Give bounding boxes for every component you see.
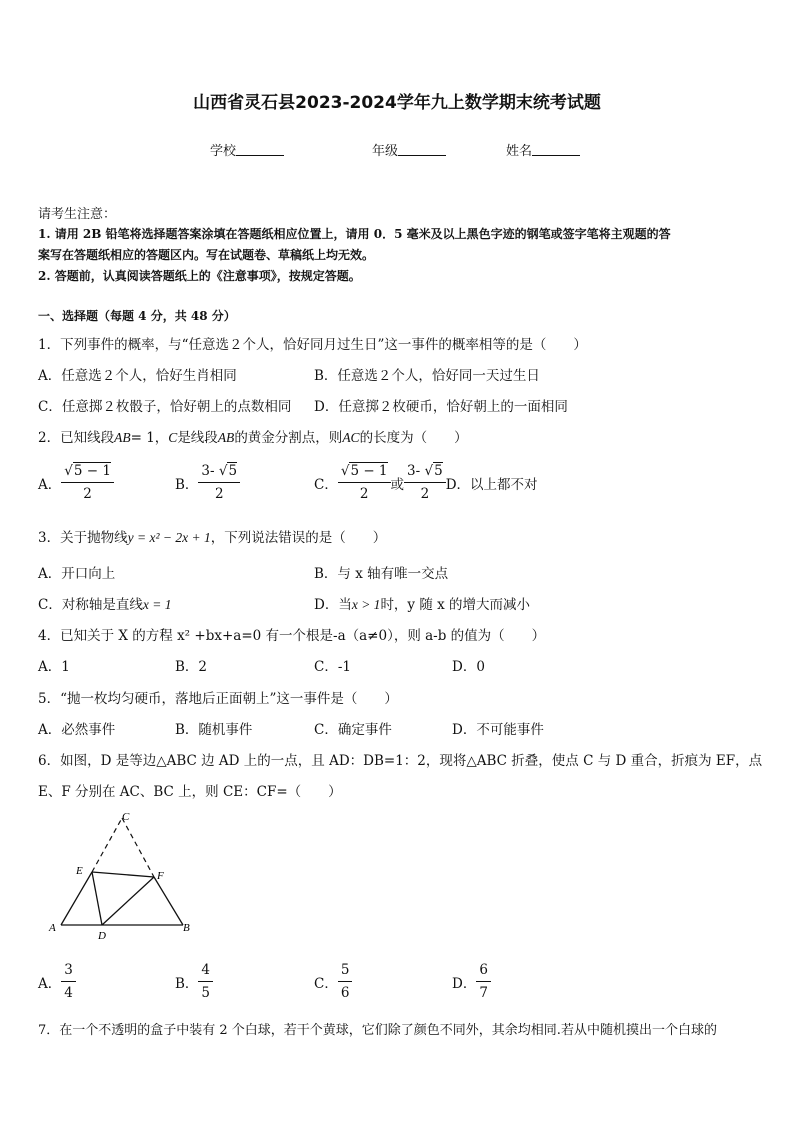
q3-d-pre: D．当 [314, 597, 352, 613]
q6-stem-line-1: 6．如图，D 是等边△ABC 边 AD 上的一点，且 AD：DB=1：2，现将△ABC 折叠，使点 C 与 D 重合，折痕为 EF，点 [38, 753, 763, 769]
name-blank[interactable] [532, 143, 580, 156]
q6-a-label: A． [38, 976, 62, 992]
q3-formula: y = x² − 2x + 1 [127, 530, 211, 545]
q2-stem-pre: 2．已知线段 [38, 430, 115, 446]
q1-option-b[interactable]: B．任意选２个人，恰好同一天过生日 [314, 368, 540, 384]
fig-label-b: B [183, 922, 190, 934]
q3-d-formula: x > 1 [351, 597, 381, 612]
q2-option-c[interactable] [314, 461, 538, 505]
fig-label-e: E [76, 865, 83, 877]
q1-option-d[interactable]: D．任意掷２枚硬币，恰好朝上的一面相同 [314, 399, 568, 415]
q6-stem-line-2: E、F 分别在 AC、BC 上，则 CE：CF=（ ） [38, 784, 342, 800]
fig-label-d: D [98, 930, 106, 942]
q6-d-fraction [476, 964, 491, 1000]
q6-d-num: 6 [476, 964, 491, 982]
fig-label-f: F [157, 870, 164, 882]
q3-c-pre: C．对称轴是直线 [38, 597, 143, 613]
q2-c2-den: 2 [420, 485, 430, 502]
q6-option-a[interactable] [38, 960, 76, 1004]
notice-line-1: 1. 请用 2B 铅笔将选择题答案涂填在答题纸相应位置上，请用 0．5 毫米及以上黑色字迹的钢笔或签字笔将主观题的答 [38, 227, 671, 241]
q2-c2-num-rad: 5 [434, 463, 443, 479]
q2-c-den: 2 [359, 485, 369, 502]
q6-triangle-figure [44, 808, 204, 943]
q2-c: C [168, 430, 178, 445]
q4-option-d[interactable]: D．0 [452, 659, 485, 675]
fig-segment-ef [92, 872, 154, 877]
q2-a-num: 5 − 1 [73, 463, 111, 479]
q1-stem: 1．下列事件的概率，与“任意选２个人，恰好同月过生日”这一事件的概率相等的是（ ） [38, 337, 587, 353]
q5-option-d[interactable]: D．不可能事件 [452, 722, 544, 738]
q5-option-b[interactable]: B．随机事件 [175, 722, 253, 738]
q2-c2-num-pre: 3- [407, 463, 421, 479]
q2-option-b[interactable] [175, 461, 240, 505]
q2-mid2: 的黄金分割点，则 [234, 430, 343, 446]
name-field[interactable] [506, 140, 580, 159]
fig-label-c: C [122, 811, 130, 823]
q2-ac: AC [342, 430, 360, 445]
q2-c-fraction-1: $\frac{√5 - 1}{2}$ [338, 465, 391, 501]
q7-stem: 7．在一个不透明的盒子中装有 2 个白球，若干个黄球，它们除了颜色不同外，其余均相同.若从中随机摸出一个白球的 [38, 1023, 717, 1038]
fig-segment-ae [61, 872, 92, 925]
notice-line-2: 2. 答题前，认真阅读答题纸上的《注意事项》，按规定答题。 [38, 269, 361, 283]
q6-a-num: 3 [61, 964, 76, 982]
q4-option-b[interactable]: B．2 [175, 659, 208, 675]
q3-option-c[interactable] [38, 593, 171, 613]
q6-b-den: 5 [201, 984, 211, 1001]
fig-segment-df [102, 877, 154, 925]
q3-option-b[interactable]: B．与 x 轴有唯一交点 [314, 566, 449, 582]
q5-option-c[interactable]: C．确定事件 [314, 722, 392, 738]
q2-b-num-rad: 5 [228, 463, 238, 479]
q2-c-num: 5 − 1 [350, 463, 388, 479]
section-heading: 一、选择题（每题 4 分，共 48 分） [38, 309, 236, 323]
grade-label: 年级 [372, 144, 399, 159]
notice-heading: 请考生注意： [38, 207, 117, 222]
q6-b-num: 4 [198, 964, 213, 982]
fig-segment-ed [92, 872, 102, 925]
q2-b-fraction: $\frac{3- √5}{2}$ [198, 465, 240, 501]
q6-option-c[interactable] [314, 960, 352, 1004]
q3-stem [38, 526, 386, 546]
q2-option-d[interactable]: D．以上都不对 [445, 477, 538, 493]
q5-stem: 5．“抛一枚均匀硬币，落地后正面朝上”这一事件是（ ） [38, 691, 398, 707]
q6-c-fraction [338, 964, 353, 1000]
q6-c-label: C． [314, 976, 338, 992]
school-blank[interactable] [236, 143, 284, 156]
q6-option-d[interactable] [452, 960, 491, 1004]
q2-c-label: C． [314, 477, 338, 493]
q2-a-label: A． [38, 477, 62, 493]
q6-option-b[interactable] [175, 960, 213, 1004]
q4-stem: 4．已知关于 X 的方程 x² +bx+a=0 有一个根是-a（a≠0），则 a-b 的值为（ ） [38, 628, 546, 644]
q3-stem-pre: 3．关于抛物线 [38, 530, 128, 546]
school-label: 学校 [210, 144, 237, 159]
notice-line-1b: 案写在答题纸相应的答题区内。写在试题卷、草稿纸上均无效。 [38, 248, 375, 262]
q2-b-den: 2 [214, 485, 224, 502]
q2-post: 的长度为（ ） [359, 430, 468, 446]
q6-b-label: B． [175, 976, 199, 992]
q2-b-label: B． [175, 477, 199, 493]
q3-option-d[interactable] [314, 593, 530, 613]
fig-segment-cf-dashed [122, 818, 154, 877]
q3-c-formula: x = 1 [142, 597, 172, 612]
q1-option-c[interactable]: C．任意掷２枚骰子，恰好朝上的点数相同 [38, 399, 292, 415]
fig-segment-ec-dashed [92, 818, 122, 872]
fig-label-a: A [49, 922, 56, 934]
grade-field[interactable] [372, 140, 446, 159]
q2-stem [38, 426, 468, 446]
q5-option-a[interactable]: A．必然事件 [38, 722, 116, 738]
q4-option-c[interactable]: C．-1 [314, 659, 351, 675]
q3-d-post: 时，y 随 x 的增大而减小 [380, 597, 531, 613]
q6-c-den: 6 [340, 984, 350, 1001]
page-title: 山西省灵石县2023-2024学年九上数学期末统考试题 [193, 93, 601, 113]
q2-eq: = 1， [130, 430, 169, 446]
fig-segment-fb [154, 877, 183, 925]
school-field[interactable] [210, 140, 284, 159]
q3-option-a[interactable]: A．开口向上 [38, 566, 116, 582]
q2-ab: AB [114, 430, 131, 445]
q2-c-or: 或 [390, 477, 405, 493]
q2-c-fraction-2: $\frac{3- √5}{2}$ [404, 465, 446, 501]
name-label: 姓名 [506, 144, 533, 159]
q2-mid: 是线段 [177, 430, 218, 446]
q4-option-a[interactable]: A．1 [38, 659, 70, 675]
q6-b-fraction [198, 964, 213, 1000]
q3-stem-post: ，下列说法错误的是（ ） [210, 530, 387, 546]
q2-option-a[interactable] [38, 461, 114, 505]
grade-blank[interactable] [398, 143, 446, 156]
q2-a-fraction: $\frac{√5 - 1}{2}$ [61, 465, 114, 501]
q2-a-den: 2 [83, 485, 92, 502]
q6-c-num: 5 [338, 964, 353, 982]
q2-b-num-pre: 3- [201, 463, 215, 479]
q6-d-label: D． [452, 976, 477, 992]
q1-option-a[interactable]: A．任意选２个人，恰好生肖相同 [38, 368, 237, 384]
q2-ab2: AB [217, 430, 235, 445]
q6-a-fraction [61, 964, 76, 1000]
q6-d-den: 7 [479, 984, 488, 1001]
q6-a-den: 4 [64, 984, 73, 1001]
